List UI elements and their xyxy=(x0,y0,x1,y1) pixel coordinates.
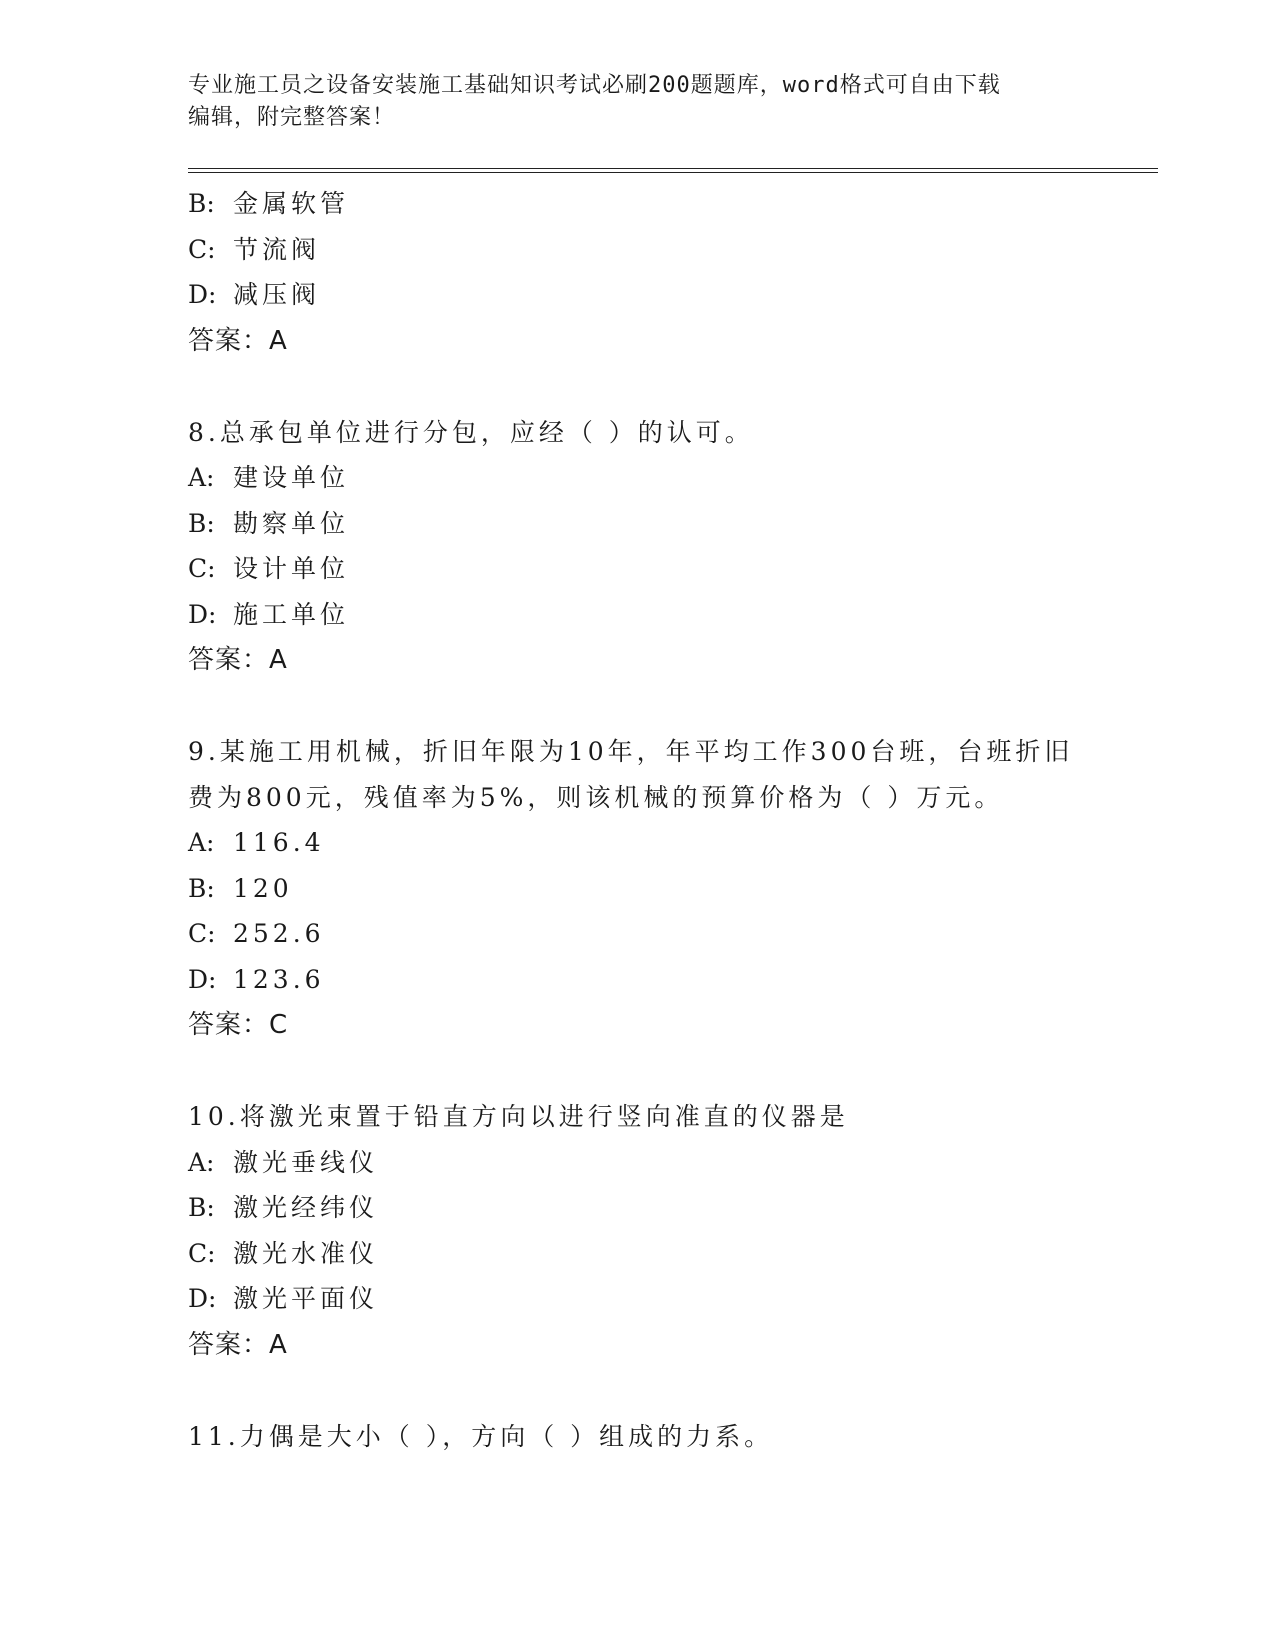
option-a: A: 116.4 xyxy=(188,828,325,857)
answer: 答案：A xyxy=(188,645,288,675)
question-7-tail xyxy=(188,181,1158,364)
question-8 xyxy=(188,410,1158,684)
question-9 xyxy=(188,729,1158,1048)
question-11 xyxy=(188,1414,1158,1460)
header-line-1: 专业施工员之设备安装施工基础知识考试必刷200题题库，word格式可自由下载 xyxy=(188,73,1001,98)
question-text-line-1: 9.某施工用机械，折旧年限为10年，年平均工作300台班，台班折旧 xyxy=(188,737,1074,766)
header-divider xyxy=(188,168,1158,173)
document-page xyxy=(188,70,1158,1459)
option-d: D: 激光平面仪 xyxy=(188,1284,379,1313)
option-a: A: 建设单位 xyxy=(188,463,350,492)
option-b: B: 金属软管 xyxy=(188,189,350,218)
option-c: C: 252.6 xyxy=(188,919,325,948)
option-b: B: 120 xyxy=(188,873,293,903)
option-d: D: 施工单位 xyxy=(188,599,350,629)
answer: 答案：A xyxy=(188,325,288,356)
option-b: B: 勘察单位 xyxy=(188,508,350,538)
option-c: C: 激光水准仪 xyxy=(188,1238,379,1268)
option-a: A: 激光垂线仪 xyxy=(188,1147,379,1177)
question-text: 10.将激光束置于铅直方向以进行竖向准直的仪器是 xyxy=(188,1102,849,1131)
answer: 答案：A xyxy=(188,1329,288,1360)
question-text: 11.力偶是大小（ ），方向（ ）组成的力系。 xyxy=(188,1421,774,1451)
question-text: 8.总承包单位进行分包，应经（ ）的认可。 xyxy=(188,417,754,447)
option-c: C: 设计单位 xyxy=(188,554,350,583)
header-line-2: 编辑，附完整答案！ xyxy=(188,105,396,130)
option-c: C: 节流阀 xyxy=(188,234,321,264)
question-10 xyxy=(188,1094,1158,1368)
option-d: D: 123.6 xyxy=(188,964,325,994)
option-b: B: 激光经纬仪 xyxy=(188,1193,379,1222)
option-d: D: 减压阀 xyxy=(188,280,321,309)
document-body xyxy=(188,181,1158,1459)
question-text-line-2: 费为800元，残值率为5%，则该机械的预算价格为（ ）万元。 xyxy=(188,782,1004,812)
answer: 答案：C xyxy=(188,1010,289,1040)
document-header xyxy=(188,70,1068,134)
